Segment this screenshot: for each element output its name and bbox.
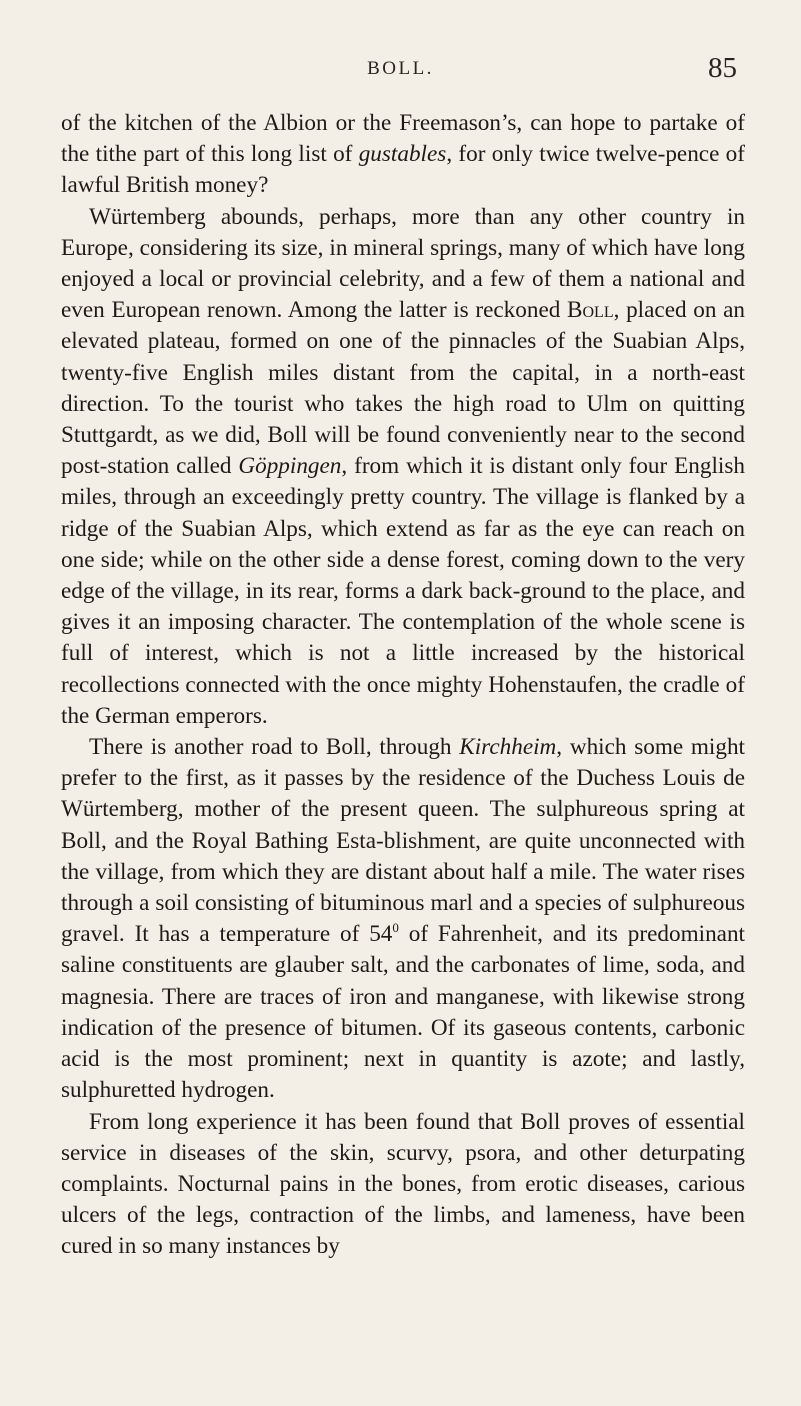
text-run: , which some might prefer to the first, as it passes by the residence of the Duchess Louis de Würtemberg, mother of the present queen. The sulphureous spring at Boll, and the Royal Bathing Esta-blishment, are quite unconnected with the village, from which they are distant about half a mile. The water rises through a soil consisting of bituminous marl and a species of sulphureous gravel. It has a temperature of 54 bbox=[61, 734, 745, 948]
text-run: Würtemberg abounds, perhaps, more than any other country in Europe, considering its size, in mineral springs, many of which have long enjoyed a local or provincial celebrity, and a few of them a national and even European renown. Among the latter is reckoned bbox=[61, 203, 745, 324]
small-caps-text: Boll bbox=[567, 297, 614, 324]
page-header bbox=[0, 52, 801, 88]
italic-text: Göppingen bbox=[238, 453, 342, 480]
paragraph bbox=[61, 1107, 745, 1263]
text-run: There is another road to Boll, through bbox=[89, 734, 460, 761]
text-run: , from which it is distant only four English miles, through an exceedingly pretty country. The village is flanked by a ridge of the Suabian Alps, which extend as far as the eye can reach on one side; while on the other side a dense forest, coming down to the very edge of the village, in its rear, forms a dark back-ground to the place, and gives it an imposing character. The contemplation of the whole scene is full of interest, which is not a little increased by the historical recollections connected with the once mighty Hohenstaufen, the cradle of the German emperors. bbox=[61, 453, 745, 729]
italic-text: Kirchheim bbox=[459, 734, 557, 761]
text-run: of the kitchen of the Albion or the Freemason’s, can hope to partake of the tithe part of this long list of bbox=[61, 110, 745, 168]
text-run: of Fahrenheit, and its predominant saline constituents are glauber salt, and the carbonates of lime, soda, and magnesia. There are traces of iron and manganese, with likewise strong indication of the presence of bitumen. Of its gaseous contents, carbonic acid is the most prominent; next in quantity is azote; and lastly, sulphuretted hydrogen. bbox=[61, 921, 745, 1104]
paragraph bbox=[61, 202, 745, 732]
body-text bbox=[61, 108, 745, 1263]
degree-superscript: 0 bbox=[392, 920, 399, 936]
italic-text: gustables bbox=[358, 141, 447, 168]
text-run: , for only twice twelve-pence of lawful British money? bbox=[61, 141, 745, 199]
paragraph bbox=[61, 108, 745, 202]
page-number: 85 bbox=[708, 52, 737, 84]
text-run: From long experience it has been found that Boll proves of essential service in diseases of the skin, scurvy, psora, and other deturpating complaints. Nocturnal pains in the bones, from erotic diseases, carious ulcers of the legs, contraction of the limbs, and lameness, have been cured in so many instances by bbox=[61, 1108, 745, 1260]
text-run: , placed on an elevated plateau, formed on one of the pinnacles of the Suabian Alps, twenty-five English miles distant from the capital, in a north-east direction. To the tourist who takes the high road to Ulm on quitting Stuttgardt, as we did, Boll will be found conveniently near to the second post-station called bbox=[61, 297, 746, 480]
running-head: BOLL. bbox=[367, 58, 434, 79]
paragraph bbox=[61, 732, 745, 1106]
